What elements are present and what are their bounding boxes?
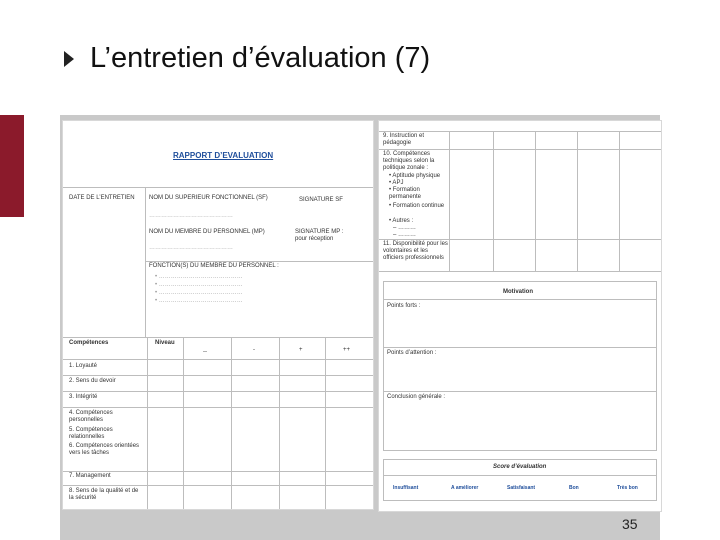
date-label: DATE DE L’ENTRETIEN bbox=[69, 195, 135, 201]
item-10-formation-permanente: • Formation permanente bbox=[389, 187, 422, 200]
motivation-box bbox=[383, 281, 657, 451]
accent-side-bar bbox=[0, 115, 24, 217]
signature-sf-label: SIGNATURE SF bbox=[299, 197, 343, 203]
evaluation-report-form: RAPPORT D’EVALUATION DATE DE L’ENTRETIEN NOM DU SUPERIEUR FONCTIONNEL (SF) SIGNATURE SF …………………………………… NOM DU MEMBRE DU PERSONNEL (MP) SIGNATURE MP : pour réception …………………………………… FONCTION(S) DU MEMBRE DU PERSONNEL : • …………………………………… • …………………………………… • …………………………………… • …………………………………… Compétences Niveau -- - + ++ 1. Loyauté 2. Sens du devoir 3. Intégrité 4. Compétences personnelles 5. Compétences relationnelles 6. Compétences orientées vers les tâches 7. Management 8. Sens de la qualité et de la sécurité bbox=[62, 120, 374, 510]
functions-label: FONCTION(S) DU MEMBRE DU PERSONNEL : bbox=[149, 263, 279, 269]
level-1: -- bbox=[203, 349, 207, 355]
points-attention-label: Points d’attention : bbox=[387, 350, 437, 356]
member-label: NOM DU MEMBRE DU PERSONNEL (MP) bbox=[149, 229, 265, 235]
score-bon: Bon bbox=[569, 485, 579, 491]
item-10-autres-1: – ……… bbox=[393, 225, 417, 231]
level-2: - bbox=[253, 347, 255, 353]
item-10-physique: • Aptitude physique bbox=[389, 173, 441, 179]
score-title: Score d’évaluation bbox=[493, 464, 547, 470]
competence-1: 1. Loyauté bbox=[69, 363, 98, 369]
item-9: 9. Instruction et pédagogie bbox=[383, 133, 425, 146]
item-11: 11. Disponibilité pour les volontaires et les officiers professionnels bbox=[383, 241, 448, 261]
niveau-header: Niveau bbox=[155, 340, 175, 346]
score-satisfaisant: Satisfaisant bbox=[507, 485, 536, 491]
superior-label: NOM DU SUPERIEUR FONCTIONNEL (SF) bbox=[149, 195, 268, 201]
competence-6: 6. Compétences orientées vers les tâches bbox=[69, 443, 140, 456]
arrow-bullet-icon bbox=[64, 51, 74, 67]
score-a-ameliorer: A améliorer bbox=[451, 485, 479, 491]
item-10-formation-continue: • Formation continue bbox=[389, 203, 445, 209]
score-insuffisant: Insuffisant bbox=[393, 485, 419, 491]
item-10-apj: • APJ bbox=[389, 180, 404, 186]
competence-7: 7. Management bbox=[69, 473, 111, 479]
competence-8: 8. Sens de la qualité et de la sécurité bbox=[69, 488, 139, 501]
page-number: 35 bbox=[622, 516, 638, 532]
competence-5: 5. Compétences relationnelles bbox=[69, 427, 113, 440]
report-title: RAPPORT D’EVALUATION bbox=[173, 151, 274, 160]
signature-mp-label: SIGNATURE MP : pour réception bbox=[295, 229, 344, 242]
item-10-autres: • Autres : bbox=[389, 218, 414, 224]
competence-4: 4. Compétences personnelles bbox=[69, 410, 113, 423]
motivation-title: Motivation bbox=[503, 289, 533, 295]
evaluation-report-form-continued bbox=[378, 120, 662, 512]
competences-header: Compétences bbox=[69, 340, 109, 346]
conclusion-label: Conclusion générale : bbox=[387, 394, 446, 400]
item-10-autres-2: – ……… bbox=[393, 232, 417, 238]
competence-3: 3. Intégrité bbox=[69, 394, 98, 400]
slide-title: L’entretien d’évaluation (7) bbox=[90, 42, 431, 74]
competence-2: 2. Sens du devoir bbox=[69, 378, 116, 384]
points-forts-label: Points forts : bbox=[387, 303, 421, 309]
item-10: 10. Compétences techniques selon la politique zonale : bbox=[383, 151, 435, 171]
score-tres-bon: Très bon bbox=[617, 485, 638, 491]
slide-title-row bbox=[64, 42, 430, 75]
level-4: ++ bbox=[343, 347, 351, 353]
level-3: + bbox=[299, 347, 303, 353]
